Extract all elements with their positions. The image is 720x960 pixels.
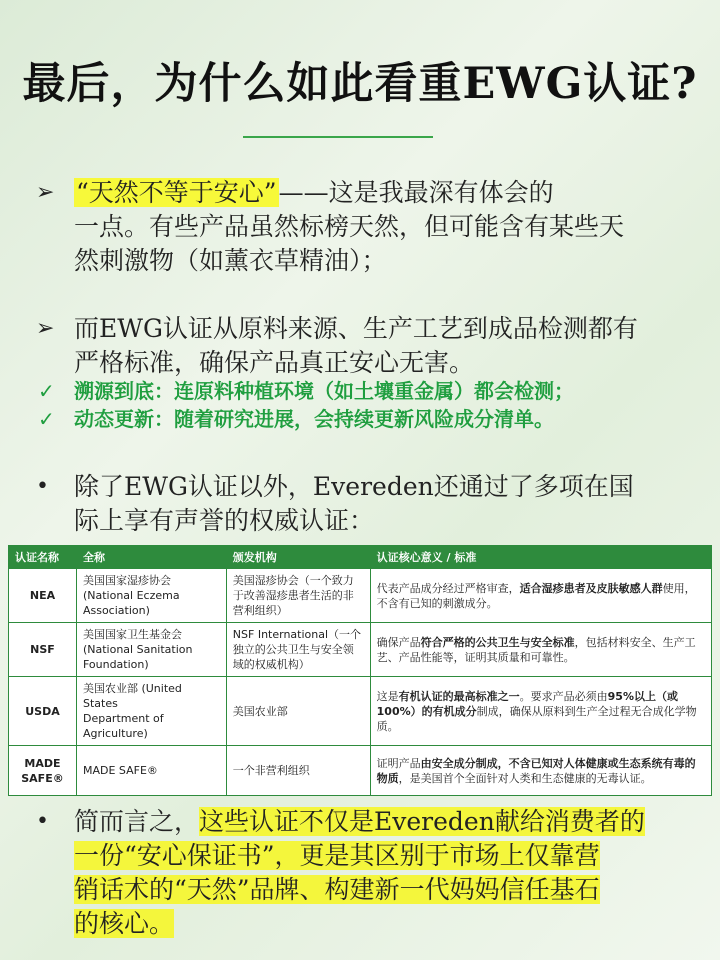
- cert-meaning: 这是有机认证的最高标准之一。要求产品必须由95%以上（或100%）的有机成分制成，确保从原料到生产全过程无合成化学物质。: [370, 677, 711, 746]
- header-full-name: 全称: [76, 546, 226, 569]
- table-row: [9, 677, 712, 746]
- cert-issuer: 一个非营利组织: [226, 746, 370, 796]
- cert-issuer: 美国湿疹协会（一个致力于改善湿疹患者生活的非营利组织）: [226, 569, 370, 623]
- certification-table: [8, 545, 712, 796]
- cert-issuer: NSF International（一个独立的公共卫生与安全领域的权威机构）: [226, 623, 370, 677]
- cert-name: MADE SAFE®: [9, 746, 77, 796]
- bullet-natural-not-safe: “天然不等于安心”——这是我最深有体会的 一点。有些产品虽然标榜天然，但可能含有某些天 然刺激物（如薰衣草精油）；: [74, 178, 625, 275]
- header-issuer: 颁发机构: [226, 546, 370, 569]
- table-row: [9, 746, 712, 796]
- bullet-ewg-standard: 而EWG认证从原料来源、生产工艺到成品检测都有 严格标准，确保产品真正安心无害。: [74, 314, 638, 377]
- page-title: 最后，为什么如此看重EWG认证?: [22, 59, 698, 109]
- highlight-natural-not-safe: “天然不等于安心”: [76, 178, 277, 207]
- dot-bullet-icon: •: [36, 809, 49, 834]
- cert-name: USDA: [9, 677, 77, 746]
- check-icon: ✓: [38, 379, 55, 403]
- cert-full-name: 美国国家卫生基金会 (National Sanitation Foundation): [76, 623, 226, 677]
- cert-meaning: 代表产品成分经过严格审查，适合湿疹患者及皮肤敏感人群使用，不含有已知的刺激成分。: [370, 569, 711, 623]
- cert-full-name: 美国农业部 (United States Department of Agriculture): [76, 677, 226, 746]
- table-row: [9, 623, 712, 677]
- dot-bullet-icon: •: [36, 474, 49, 499]
- cert-meaning: 确保产品符合严格的公共卫生与安全标准，包括材料安全、生产工艺、产品性能等，证明其质量和可靠性。: [370, 623, 711, 677]
- check-item-dynamic-update: 动态更新：随着研究进展，会持续更新风险成分清单。: [74, 407, 554, 431]
- table-header-row: [9, 546, 712, 569]
- check-item-traceability: 溯源到底：连原料种植环境（如土壤重金属）都会检测；: [74, 379, 574, 403]
- cert-name: NSF: [9, 623, 77, 677]
- arrow-bullet-icon: ➢: [36, 180, 55, 205]
- bullet-other-certs: 除了EWG认证以外，Evereden还通过了多项在国 际上享有声誉的权威认证：: [74, 472, 634, 535]
- cert-meaning: 证明产品由安全成分制成，不含已知对人体健康或生态系统有毒的物质，是美国首个全面针对人类和生态健康的无毒认证。: [370, 746, 711, 796]
- check-icon: ✓: [38, 407, 55, 431]
- cert-issuer: 美国农业部: [226, 677, 370, 746]
- cert-full-name: MADE SAFE®: [76, 746, 226, 796]
- header-meaning: 认证核心意义 / 标准: [370, 546, 711, 569]
- header-cert-name: 认证名称: [9, 546, 77, 569]
- table-row: [9, 569, 712, 623]
- bullet-summary: 简而言之，这些认证不仅是Evereden献给消费者的 一份“安心保证书”，更是其区别于市场上仅靠营 销话术的“天然”品牌、构建新一代妈妈信任基石 的核心。: [74, 807, 645, 938]
- cert-full-name: 美国国家湿疹协会 (National Eczema Association): [76, 569, 226, 623]
- cert-name: NEA: [9, 569, 77, 623]
- arrow-bullet-icon: ➢: [36, 316, 55, 341]
- title-divider: [243, 136, 433, 138]
